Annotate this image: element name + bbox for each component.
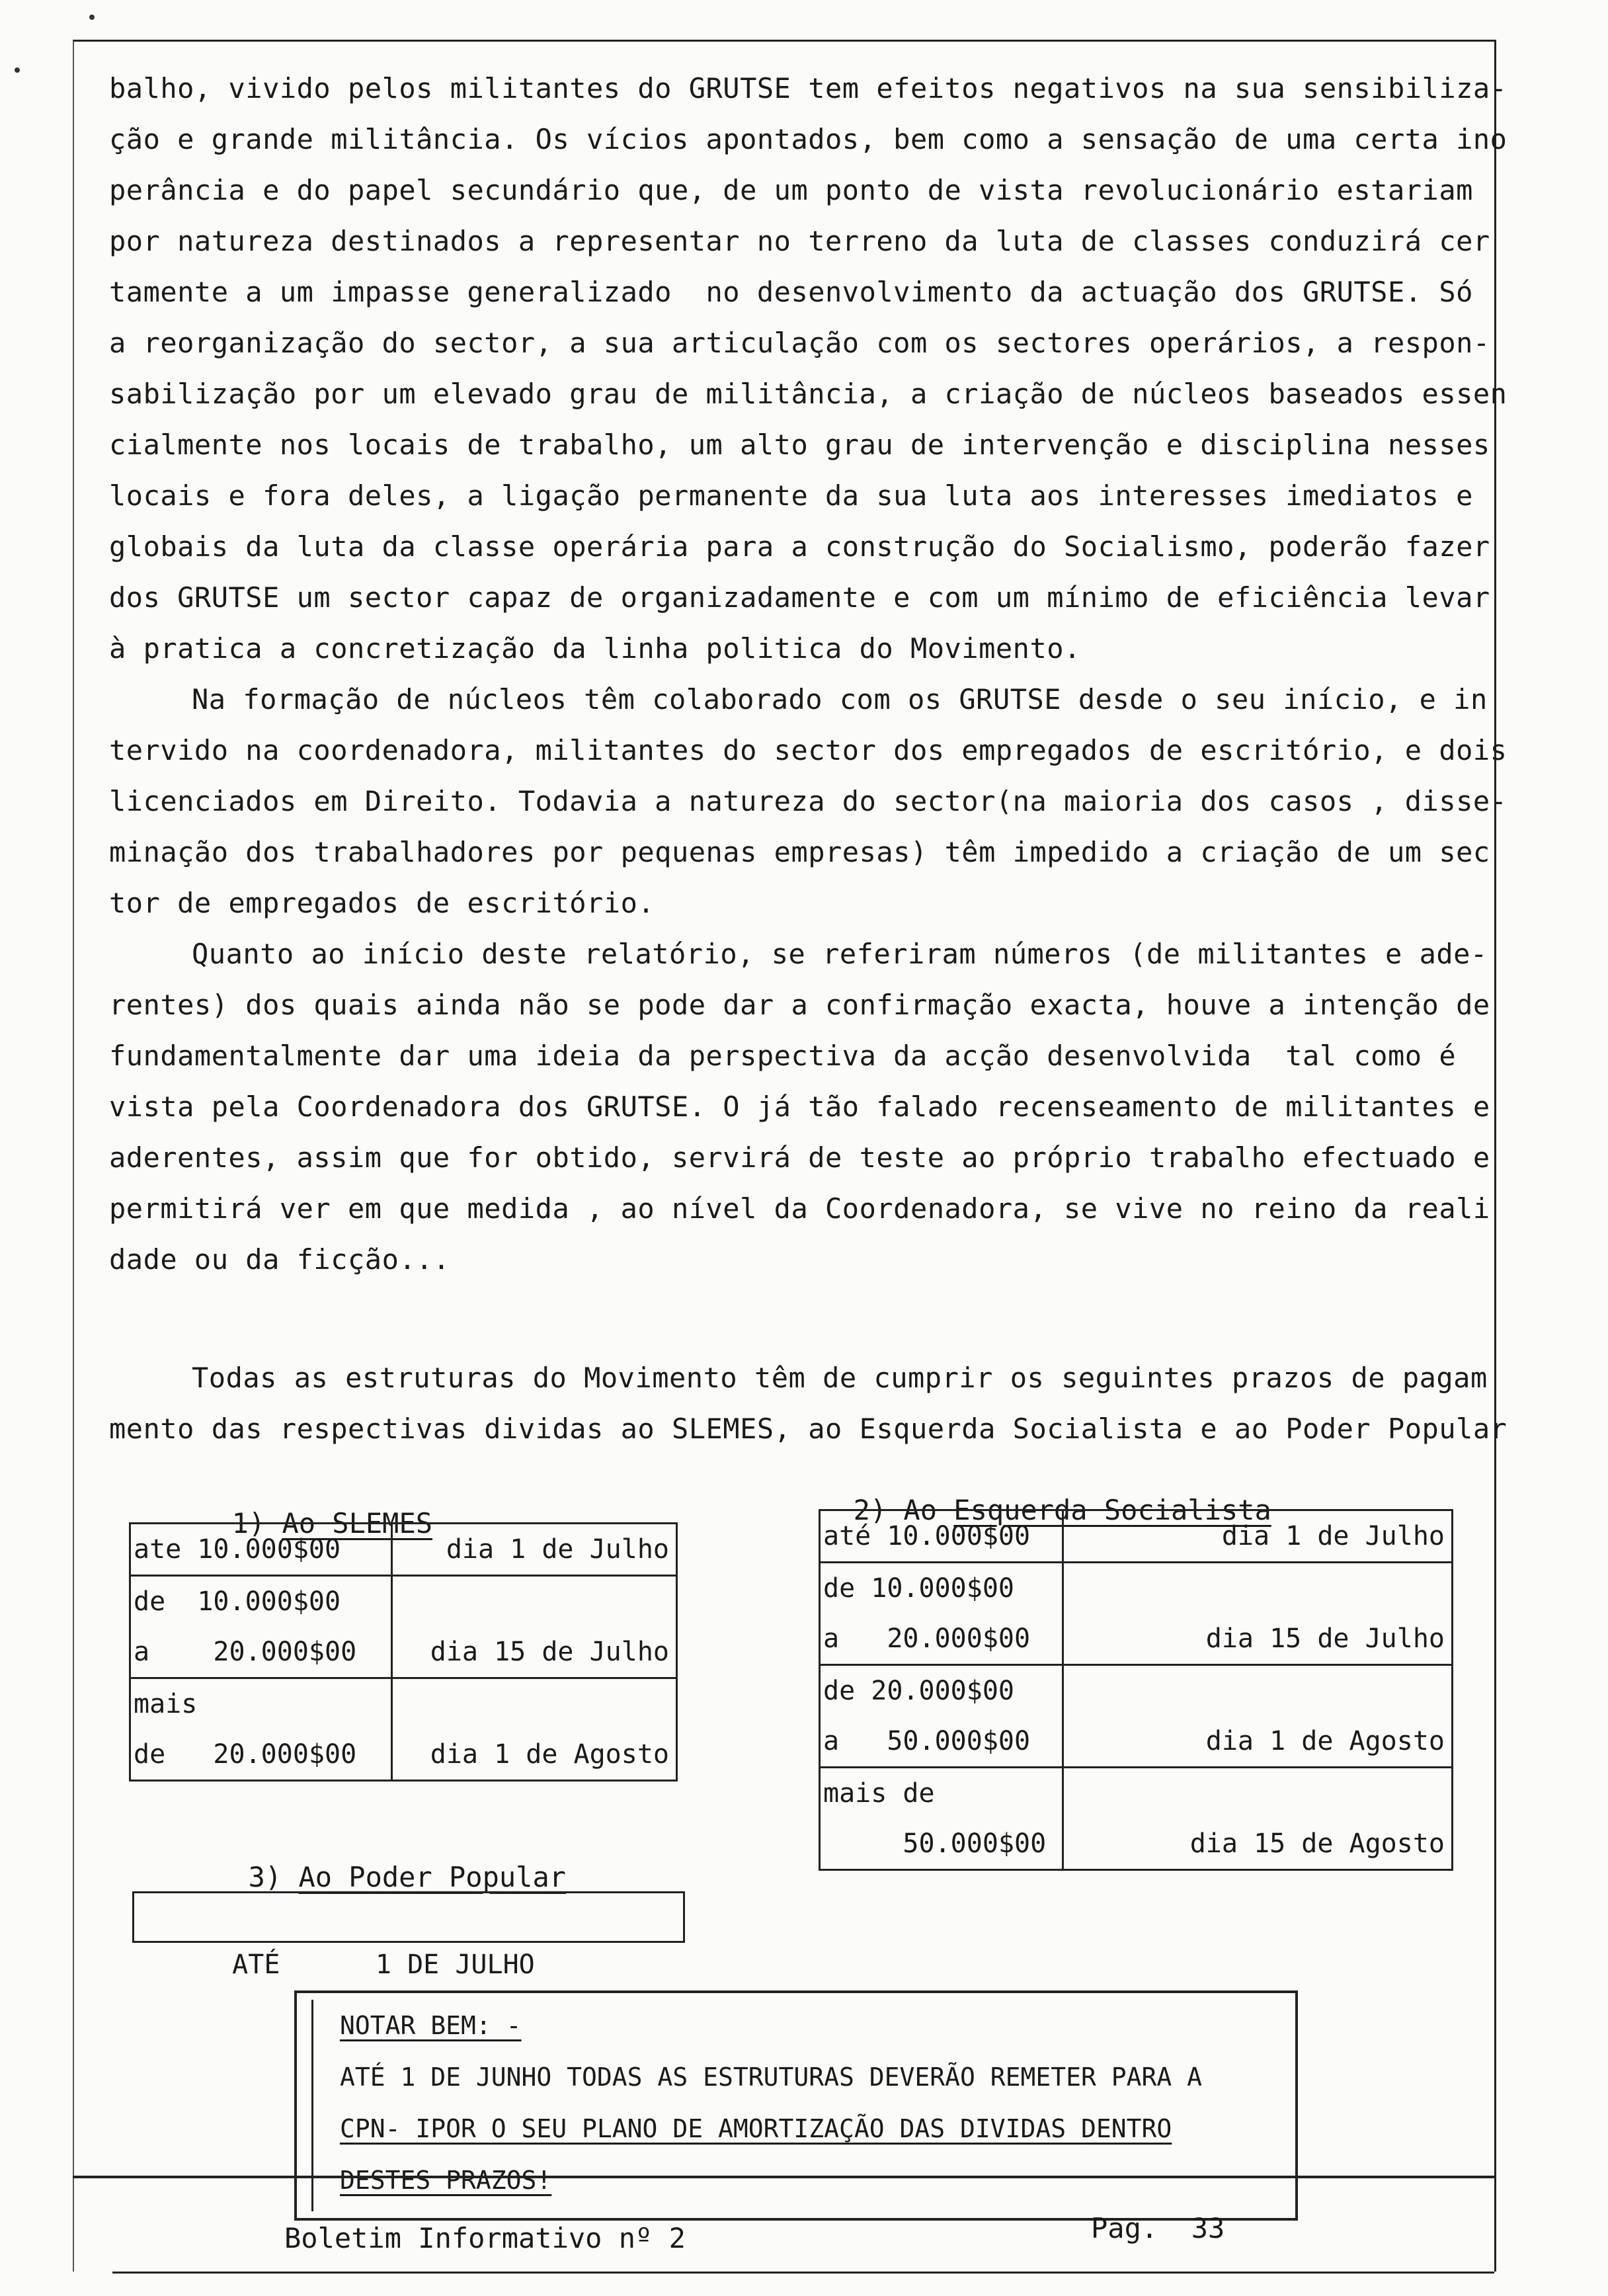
poder-popular-title: Ao Poder Popular <box>298 1861 567 1893</box>
amount-text: mais de <box>823 1778 935 1809</box>
body-line: aderentes, assim que for obtido, servirá de teste ao próprio trabalho efectuado e <box>109 1141 1490 1174</box>
slemes-number: 1) <box>231 1507 282 1539</box>
date-cell <box>1063 1563 1453 1665</box>
body-line: Quanto ao início deste relatório, se referiram números (de militantes e ade- <box>192 938 1488 970</box>
date-cell <box>1063 1768 1453 1870</box>
notice-heading: NOTAR BEM: - <box>340 2011 522 2040</box>
date-text: dia 15 de Julho <box>1205 1623 1445 1654</box>
body-line: licenciados em Direito. Todavia a natureza do sector(na maioria dos casos , disse- <box>109 785 1508 817</box>
amount-cell <box>820 1510 1063 1563</box>
amount-text: ate 10.000$00 <box>134 1534 341 1565</box>
schedule-row <box>130 1678 677 1781</box>
date-text: dia 1 de Agosto <box>430 1739 669 1770</box>
body-line: rentes) dos quais ainda não se pode dar a confirmação exacta, houve a intenção de <box>109 989 1490 1021</box>
body-line: à pratica a concretização da linha politica do Movimento. <box>109 632 1081 665</box>
amount-cell <box>130 1576 392 1678</box>
amount-text: a 20.000$00 <box>823 1623 1031 1654</box>
schedule-row <box>820 1563 1453 1665</box>
schedule-row <box>130 1524 677 1576</box>
footer-bottom-rule <box>112 2272 1494 2274</box>
date-cell <box>392 1524 677 1576</box>
body-line: vista pela Coordenadora dos GRUTSE. O já tão falado recenseamento de militantes e <box>109 1090 1490 1123</box>
date-cell <box>1063 1510 1453 1563</box>
date-text: dia 15 de Agosto <box>1189 1828 1445 1859</box>
page-number: Pag. 33 <box>1091 2212 1225 2244</box>
poder-popular-deadline: ATÉ 1 DE JULHO <box>232 1949 535 1980</box>
body-line: tor de empregados de escritório. <box>109 887 655 919</box>
esquerda-title: Esquerda Socialista <box>953 1494 1271 1526</box>
date-cell <box>392 1678 677 1781</box>
notice-line-2-underlined: DENTRO <box>1081 2114 1172 2143</box>
schedule-row <box>820 1510 1453 1563</box>
amount-cell <box>130 1678 392 1781</box>
body-line: tervido na coordenadora, militantes do sector dos empregados de escritório, e dois <box>109 734 1508 766</box>
date-text: dia 1 de Julho <box>446 1534 669 1565</box>
amount-text: 50.000$00 <box>823 1828 1047 1859</box>
notice-inner <box>311 2000 1281 2211</box>
footer-divider <box>73 2176 1494 2178</box>
amount-text: mais <box>134 1689 198 1719</box>
poder-popular-heading <box>215 1828 566 1893</box>
poder-popular-number: 3) <box>248 1861 299 1893</box>
body-line: a reorganização do sector, a sua articulação com os sectores operários, a respon- <box>109 327 1490 359</box>
slemes-title: Ao SLEMES <box>282 1507 433 1539</box>
amount-cell <box>820 1665 1063 1768</box>
body-line: permitirá ver em que medida , ao nível da Coordenadora, se vive no reino da reali <box>109 1192 1490 1225</box>
body-line: tamente a um impasse generalizado no desenvolvimento da actuação dos GRUTSE. Só <box>109 276 1473 308</box>
body-line: perância e do papel secundário que, de um ponto de vista revolucionário estariam <box>109 174 1473 206</box>
amount-text: a 50.000$00 <box>823 1726 1031 1756</box>
schedule-row <box>820 1665 1453 1768</box>
amount-text: até 10.000$00 <box>823 1521 1031 1551</box>
payments-intro-line-1: Todas as estruturas do Movimento têm de cumprir os seguintes prazos de pagam <box>192 1362 1488 1394</box>
amount-text: de 10.000$00 <box>823 1573 1014 1604</box>
body-line: globais da luta da classe operária para a construção do Socialismo, poderão fazer <box>109 530 1490 563</box>
amount-cell <box>130 1524 392 1576</box>
poder-popular-box <box>132 1891 685 1980</box>
notice-line-2 <box>313 2103 1281 2154</box>
amount-text: de 10.000$00 <box>134 1586 341 1617</box>
scan-speck <box>89 15 95 20</box>
date-text: dia 1 de Julho <box>1221 1521 1445 1551</box>
notice-box <box>294 1990 1298 2221</box>
amount-text: a 20.000$00 <box>134 1637 357 1667</box>
date-cell <box>392 1576 677 1678</box>
amount-text: de 20.000$00 <box>134 1739 357 1770</box>
notice-line-3: DESTES PRAZOS! <box>340 2166 552 2195</box>
body-line: balho, vivido pelos militantes do GRUTSE tem efeitos negativos na sua sensibiliza- <box>109 72 1508 104</box>
report-body <box>109 63 1508 1285</box>
slemes-table <box>129 1522 678 1782</box>
body-line: dade ou da ficção... <box>109 1243 450 1276</box>
schedule-row <box>130 1576 677 1678</box>
amount-cell <box>820 1768 1063 1870</box>
body-line: cialmente nos locais de trabalho, um alto grau de intervenção e disciplina nesses <box>109 429 1490 461</box>
bulletin-label: Boletim Informativo nº 2 <box>284 2222 686 2254</box>
payments-intro <box>109 1352 1508 1454</box>
body-line: dos GRUTSE um sector capaz de organizadamente e com um mínimo de eficiência levar <box>109 581 1490 614</box>
body-line: sabilização por um elevado grau de militância, a criação de núcleos baseados essen <box>109 378 1508 410</box>
notice-line-1: ATÉ 1 DE JUNHO TODAS AS ESTRUTURAS DEVERÃO REMETER PARA A <box>340 2063 1203 2092</box>
amount-cell <box>820 1563 1063 1665</box>
date-cell <box>1063 1665 1453 1768</box>
payments-intro-line-2: mento das respectivas dividas ao SLEMES, ao Esquerda Socialista e ao Poder Popular <box>109 1413 1508 1445</box>
date-text: dia 1 de Agosto <box>1205 1726 1445 1756</box>
amount-text: de 20.000$00 <box>823 1676 1014 1706</box>
schedule-row <box>820 1768 1453 1870</box>
body-line: Na formação de núcleos têm colaborado com os GRUTSE desde o seu início, e in <box>192 683 1488 716</box>
body-line: locais e fora deles, a ligação permanente da sua luta aos interesses imediatos e <box>109 479 1473 512</box>
body-line: ção e grande militância. Os vícios apontados, bem como a sensação de uma certa ino <box>109 123 1508 155</box>
body-line: por natureza destinados a representar no terreno da luta de classes conduzirá cer <box>109 225 1490 257</box>
date-text: dia 15 de Julho <box>430 1637 669 1667</box>
body-line: fundamentalmente dar uma ideia da perspectiva da acção desenvolvida tal como é <box>109 1040 1457 1072</box>
notice-line-2-text: CPN- IPOR O SEU PLANO DE AMORTIZAÇÃO DAS DIVIDAS <box>340 2114 1082 2143</box>
body-line: minação dos trabalhadores por pequenas empresas) têm impedido a criação de um sec <box>109 836 1490 868</box>
esquerda-table <box>819 1509 1453 1871</box>
esquerda-number: 2) Ao <box>853 1494 954 1526</box>
scan-speck <box>15 67 20 73</box>
